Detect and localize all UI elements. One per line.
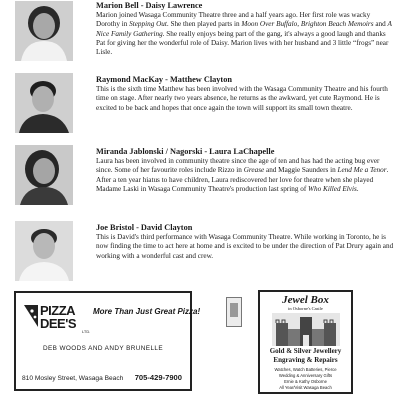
- logo-word-pizza: PIZZA: [40, 303, 76, 318]
- jewel-headline-jewellery: Gold & Silver Jewellery: [269, 347, 342, 355]
- pizza-address: 810 Mosley Street, Wasaga Beach: [22, 375, 124, 382]
- small-product-image: [226, 297, 242, 327]
- cast-role-heading: Marion Bell - Daisy Lawrence: [96, 1, 203, 10]
- cast-role-heading: Miranda Jablonski / Nagorski - Laura LaChapelle: [96, 147, 275, 156]
- cast-photo-david-clayton: [15, 221, 73, 281]
- logo-ltd: LTD.: [82, 329, 91, 334]
- jewel-box-ad: [258, 290, 353, 394]
- pizza-tagline: More Than Just Great Pizza!: [93, 307, 201, 316]
- jewel-services-line: Wedding & Anniversary Gifts: [278, 373, 333, 378]
- castle-icon: [272, 313, 340, 346]
- portrait-man-icon: [15, 221, 73, 281]
- portrait-woman-icon: [15, 1, 73, 61]
- cast-bio-text: This is the sixth time Matthew has been involved with the Wasaga Community Theatre and his fourth time on stage. After nearly two years absence, he returns as the awkward, yet cute Raymond. He is excited to be back and hopes that once again the town will support its small town theatre.: [96, 85, 388, 112]
- cast-bio: [96, 1, 394, 57]
- cast-bio: [96, 147, 394, 194]
- cast-photo-matthew-clayton: [15, 73, 73, 133]
- jewel-services-line: Watches, Watch Batteries, Pierce: [274, 367, 337, 372]
- cast-photo-laura-lachapelle: [15, 145, 73, 205]
- jewel-box-subtitle: in Osborne's Castle: [288, 306, 323, 311]
- pizza-phone: 705-429-7900: [134, 373, 182, 382]
- cast-role-heading: Raymond MacKay - Matthew Clayton: [96, 75, 232, 84]
- cast-role-heading: Joe Bristol - David Clayton: [96, 223, 193, 232]
- pizza-slice-icon: [22, 303, 40, 329]
- jewel-location: All Year/Visit Wasaga Beach: [279, 385, 332, 390]
- pizza-dees-logo: [22, 301, 96, 334]
- cast-photo-marion-bell: [15, 1, 73, 61]
- cast-bio-text: This is David's third performance with Wasaga Community Theatre. While working in Toronto, he is now finding the time to act here at home and is excited to be under the direction of Pat Drury again and working with a wonderful cast and crew.: [96, 233, 394, 260]
- cast-bio-text: Marion joined Wasaga Community Theatre three and a half years ago. Her first role was wacky Dorothy in Stepping Out. She then played parts in Moon Over Buffalo, Brighton Beach Memoirs and A Nice Family Gathering. She really enjoys being part of the gang, it's always a good laugh and thanks Pat for giving her the wonderful role of Daisy. Marion lives with her husband and 3 little “frogs” near Lisle.: [96, 11, 392, 57]
- logo-word-dees: DEE'S: [40, 316, 76, 331]
- jewel-box-title: Jewel Box: [282, 294, 329, 306]
- cast-bio: [96, 223, 394, 261]
- cast-bio: [96, 75, 394, 113]
- portrait-man-icon: [15, 73, 73, 133]
- jewel-owners: Ernie & Kathy Osborne: [284, 379, 327, 384]
- jewel-headline-engraving: Engraving & Repairs: [273, 356, 338, 364]
- portrait-woman-icon: [15, 145, 73, 205]
- pizza-owners: DEB WOODS AND ANDY BRUNELLE: [42, 345, 164, 352]
- pizza-dees-ad: [14, 291, 201, 391]
- cast-bio-text: Laura has been involved in community theatre since the age of ten and has had the acting bug ever since. Some of her favourite roles include Rizzo in Grease and Maggie Saunders in Lend Me a Tenor. After a ten year hiatus to have children, Laura rediscovered her love for theatre when she played Madame Laski in Wasaga Community Theatre's production last spring of Who Killed Elvis.: [96, 157, 389, 193]
